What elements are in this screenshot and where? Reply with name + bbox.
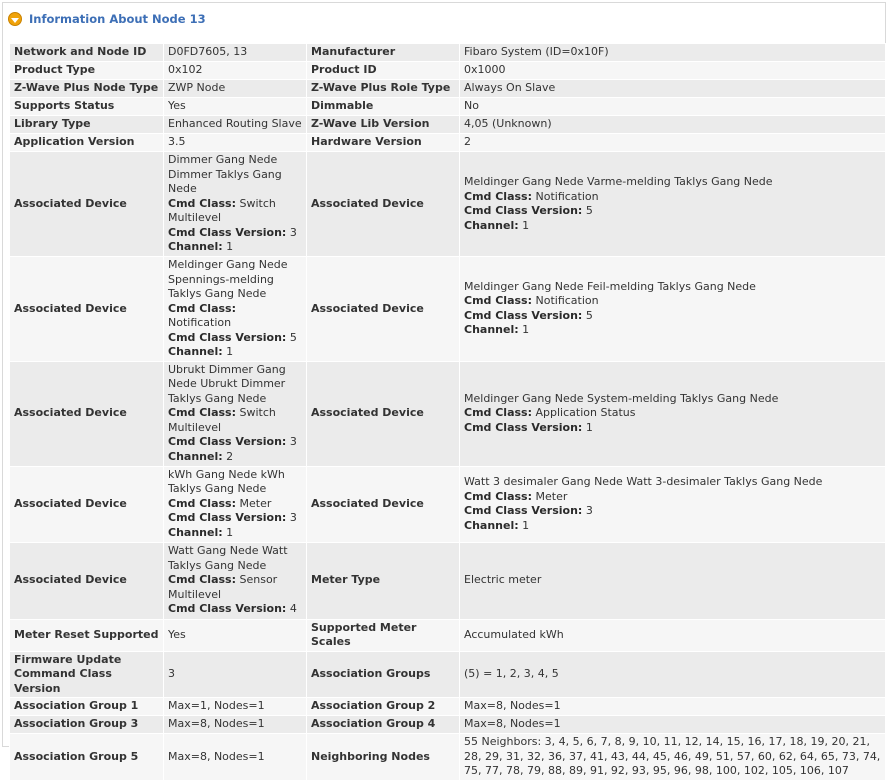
device-channel bbox=[464, 323, 881, 338]
cmd-class-value: Switch Multilevel bbox=[168, 406, 276, 434]
channel-label: Channel: bbox=[168, 449, 223, 463]
device-name: Watt 3 desimaler Gang Nede Watt 3-desimaler Taklys Gang Nede bbox=[464, 475, 823, 488]
device-cmd-class bbox=[464, 190, 881, 205]
device-channel bbox=[168, 345, 302, 360]
associated-device-label: Associated Device bbox=[307, 361, 460, 466]
zw-lib-version-value: 4,05 (Unknown) bbox=[460, 116, 886, 134]
channel-label: Channel: bbox=[168, 345, 223, 358]
meter-reset-label: Meter Reset Supported bbox=[10, 619, 164, 651]
cmd-class-value: Meter bbox=[239, 496, 272, 510]
associated-device-label: Associated Device bbox=[10, 542, 164, 619]
cmd-class-version-value: 5 bbox=[585, 308, 593, 322]
device-cmd-class-version bbox=[168, 331, 302, 346]
table-row bbox=[10, 698, 886, 716]
cmd-class-version-value: 5 bbox=[289, 330, 297, 344]
channel-value: 1 bbox=[226, 345, 234, 358]
table-row bbox=[10, 734, 886, 781]
device-name: Meldinger Gang Nede Varme-melding Taklys Gang Nede bbox=[464, 175, 773, 188]
channel-value: 2 bbox=[226, 449, 234, 463]
assoc-group1-value: Max=1, Nodes=1 bbox=[164, 698, 307, 716]
device-name: Meldinger Gang Nede Feil-melding Taklys Gang Nede bbox=[464, 279, 756, 293]
library-type-value: Enhanced Routing Slave bbox=[164, 116, 307, 134]
cmd-class-value: Application Status bbox=[535, 406, 636, 420]
cmd-class-version-label: Cmd Class Version: bbox=[464, 204, 583, 217]
associated-device-cell bbox=[164, 542, 307, 619]
cmd-class-version-value: 4 bbox=[289, 602, 297, 616]
cmd-class-version-label: Cmd Class Version: bbox=[464, 308, 583, 322]
device-cmd-class bbox=[168, 497, 302, 512]
associated-device-cell bbox=[164, 257, 307, 362]
device-channel bbox=[168, 526, 302, 541]
zwp-role-type-value: Always On Slave bbox=[460, 80, 886, 98]
cmd-class-version-label: Cmd Class Version: bbox=[168, 435, 287, 449]
cmd-class-label: Cmd Class: bbox=[168, 406, 236, 420]
cmd-class-value: Notification bbox=[535, 189, 599, 203]
meter-scales-label: Supported Meter Scales bbox=[307, 619, 460, 651]
app-version-value: 3.5 bbox=[164, 134, 307, 152]
device-cmd-class-version bbox=[464, 309, 881, 324]
device-channel bbox=[464, 519, 881, 534]
assoc-group5-value: Max=8, Nodes=1 bbox=[164, 734, 307, 781]
table-row bbox=[10, 619, 886, 651]
channel-label: Channel: bbox=[464, 323, 519, 337]
cmd-class-label: Cmd Class: bbox=[464, 489, 532, 503]
associated-device-label: Associated Device bbox=[307, 466, 460, 542]
device-name: kWh Gang Nede kWh Taklys Gang Nede bbox=[168, 467, 285, 496]
assoc-group5-label: Association Group 5 bbox=[10, 734, 164, 781]
cmd-class-version-value: 5 bbox=[585, 204, 593, 217]
device-cmd-class-version bbox=[464, 421, 881, 436]
cmd-class-label: Cmd Class: bbox=[464, 294, 532, 308]
associated-device-cell bbox=[460, 361, 886, 466]
assoc-group2-value: Max=8, Nodes=1 bbox=[460, 698, 886, 716]
assoc-group3-value: Max=8, Nodes=1 bbox=[164, 716, 307, 734]
channel-label: Channel: bbox=[464, 218, 519, 232]
cmd-class-label: Cmd Class: bbox=[464, 189, 532, 203]
assoc-groups-label: Association Groups bbox=[307, 651, 460, 698]
device-name: Dimmer Gang Nede Dimmer Taklys Gang Nede bbox=[168, 153, 282, 196]
cmd-class-value: Switch Multilevel bbox=[168, 196, 276, 225]
cmd-class-value: Notification bbox=[168, 316, 232, 329]
fw-update-label: Firmware Update Command Class Version bbox=[10, 651, 164, 698]
manufacturer-label: Manufacturer bbox=[307, 44, 460, 62]
channel-value: 1 bbox=[226, 240, 234, 254]
manufacturer-value: Fibaro System (ID=0x10F) bbox=[460, 44, 886, 62]
zwp-node-type-value: ZWP Node bbox=[164, 80, 307, 98]
device-cmd-class-version bbox=[168, 226, 302, 241]
device-name: Watt Gang Nede Watt Taklys Gang Nede bbox=[168, 544, 288, 572]
device-cmd-class-version bbox=[168, 602, 302, 617]
cmd-class-version-value: 3 bbox=[289, 511, 297, 525]
meter-type-label: Meter Type bbox=[307, 542, 460, 619]
product-type-label: Product Type bbox=[10, 62, 164, 80]
fw-update-value: 3 bbox=[164, 651, 307, 698]
device-cmd-class bbox=[464, 406, 881, 421]
device-channel bbox=[168, 450, 302, 465]
associated-device-cell bbox=[460, 466, 886, 542]
product-id-label: Product ID bbox=[307, 62, 460, 80]
channel-value: 1 bbox=[226, 525, 234, 539]
neighbors-label: Neighboring Nodes bbox=[307, 734, 460, 781]
cmd-class-label: Cmd Class: bbox=[168, 301, 236, 315]
device-cmd-class-version bbox=[464, 504, 881, 519]
panel-title: Information About Node 13 bbox=[29, 12, 206, 26]
device-cmd-class bbox=[168, 302, 302, 331]
cmd-class-value: Meter bbox=[535, 489, 568, 503]
channel-value: 1 bbox=[522, 518, 530, 532]
channel-label: Channel: bbox=[464, 518, 519, 532]
device-cmd-class bbox=[168, 197, 302, 226]
device-channel bbox=[168, 240, 302, 255]
node-info-panel bbox=[2, 2, 886, 778]
table-row bbox=[10, 98, 886, 116]
table-row bbox=[10, 361, 886, 466]
cmd-class-label: Cmd Class: bbox=[168, 573, 236, 587]
table-row bbox=[10, 80, 886, 98]
device-name: Meldinger Gang Nede System-melding Taklys Gang Nede bbox=[464, 391, 779, 405]
cmd-class-value: Sensor Multilevel bbox=[168, 573, 278, 601]
cmd-class-version-value: 3 bbox=[289, 435, 297, 449]
table-row bbox=[10, 44, 886, 62]
table-row bbox=[10, 716, 886, 734]
meter-type-value: Electric meter bbox=[460, 542, 886, 619]
associated-device-cell bbox=[460, 257, 886, 362]
assoc-group4-value: Max=8, Nodes=1 bbox=[460, 716, 886, 734]
network-node-id-label: Network and Node ID bbox=[10, 44, 164, 62]
supports-status-value: Yes bbox=[164, 98, 307, 116]
collapse-toggle-icon[interactable] bbox=[8, 12, 22, 26]
supports-status-label: Supports Status bbox=[10, 98, 164, 116]
cmd-class-version-label: Cmd Class Version: bbox=[464, 420, 583, 434]
assoc-group3-label: Association Group 3 bbox=[10, 716, 164, 734]
associated-device-label: Associated Device bbox=[10, 361, 164, 466]
channel-value: 1 bbox=[522, 218, 530, 232]
zwp-role-type-label: Z-Wave Plus Role Type bbox=[307, 80, 460, 98]
channel-label: Channel: bbox=[168, 525, 223, 539]
channel-label: Channel: bbox=[168, 240, 223, 254]
assoc-group4-label: Association Group 4 bbox=[307, 716, 460, 734]
cmd-class-version-value: 3 bbox=[289, 225, 297, 239]
associated-device-label: Associated Device bbox=[307, 257, 460, 362]
app-version-label: Application Version bbox=[10, 134, 164, 152]
zwp-node-type-label: Z-Wave Plus Node Type bbox=[10, 80, 164, 98]
associated-device-cell bbox=[164, 361, 307, 466]
table-row bbox=[10, 651, 886, 698]
device-name: Meldinger Gang Nede Spennings-melding Taklys Gang Nede bbox=[168, 258, 288, 300]
neighbors-value: 55 Neighbors: 3, 4, 5, 6, 7, 8, 9, 10, 11, 12, 14, 15, 16, 17, 18, 19, 20, 21, 28, 29, 31, 32, 36, 37, 41, 43, 44, 45, 46, 49, 51, 57, 60, 62, 64, 65, 73, 74, 75, 77, 78, 79, 88, 89, 91, 92, 93, 95, 96, 98, 100, 102, 105, 106, 107 bbox=[460, 734, 886, 781]
device-cmd-class bbox=[168, 406, 302, 435]
cmd-class-version-label: Cmd Class Version: bbox=[168, 602, 287, 616]
dimmable-value: No bbox=[460, 98, 886, 116]
cmd-class-value: Notification bbox=[535, 294, 599, 308]
table-row bbox=[10, 152, 886, 257]
cmd-class-label: Cmd Class: bbox=[168, 496, 236, 510]
meter-reset-value: Yes bbox=[164, 619, 307, 651]
table-row bbox=[10, 62, 886, 80]
dimmable-label: Dimmable bbox=[307, 98, 460, 116]
cmd-class-version-value: 1 bbox=[585, 420, 593, 434]
associated-device-label: Associated Device bbox=[10, 257, 164, 362]
table-row bbox=[10, 116, 886, 134]
product-id-value: 0x1000 bbox=[460, 62, 886, 80]
cmd-class-version-label: Cmd Class Version: bbox=[168, 225, 287, 239]
device-name: Ubrukt Dimmer Gang Nede Ubrukt Dimmer Taklys Gang Nede bbox=[168, 362, 286, 405]
product-type-value: 0x102 bbox=[164, 62, 307, 80]
device-channel bbox=[464, 219, 881, 234]
associated-device-cell bbox=[164, 152, 307, 257]
network-node-id-value: D0FD7605, 13 bbox=[164, 44, 307, 62]
device-cmd-class-version bbox=[464, 204, 881, 219]
device-cmd-class bbox=[168, 573, 302, 602]
cmd-class-label: Cmd Class: bbox=[168, 196, 236, 210]
node-info-table bbox=[9, 43, 886, 781]
assoc-group1-label: Association Group 1 bbox=[10, 698, 164, 716]
associated-device-label: Associated Device bbox=[10, 152, 164, 257]
cmd-class-version-label: Cmd Class Version: bbox=[168, 330, 287, 344]
device-cmd-class bbox=[464, 294, 881, 309]
table-row bbox=[10, 466, 886, 542]
assoc-group2-label: Association Group 2 bbox=[307, 698, 460, 716]
table-row bbox=[10, 542, 886, 619]
assoc-groups-value: (5) = 1, 2, 3, 4, 5 bbox=[460, 651, 886, 698]
zw-lib-version-label: Z-Wave Lib Version bbox=[307, 116, 460, 134]
table-row bbox=[10, 257, 886, 362]
device-cmd-class-version bbox=[168, 435, 302, 450]
associated-device-label: Associated Device bbox=[307, 152, 460, 257]
cmd-class-label: Cmd Class: bbox=[464, 406, 532, 420]
device-cmd-class bbox=[464, 490, 881, 505]
device-cmd-class-version bbox=[168, 511, 302, 526]
library-type-label: Library Type bbox=[10, 116, 164, 134]
cmd-class-version-value: 3 bbox=[585, 504, 593, 517]
associated-device-label: Associated Device bbox=[10, 466, 164, 542]
panel-header[interactable] bbox=[3, 3, 885, 35]
associated-device-cell bbox=[164, 466, 307, 542]
cmd-class-version-label: Cmd Class Version: bbox=[464, 504, 583, 517]
associated-device-cell bbox=[460, 152, 886, 257]
hw-version-label: Hardware Version bbox=[307, 134, 460, 152]
cmd-class-version-label: Cmd Class Version: bbox=[168, 511, 287, 525]
meter-scales-value: Accumulated kWh bbox=[460, 619, 886, 651]
hw-version-value: 2 bbox=[460, 134, 886, 152]
table-row bbox=[10, 134, 886, 152]
channel-value: 1 bbox=[522, 323, 530, 337]
